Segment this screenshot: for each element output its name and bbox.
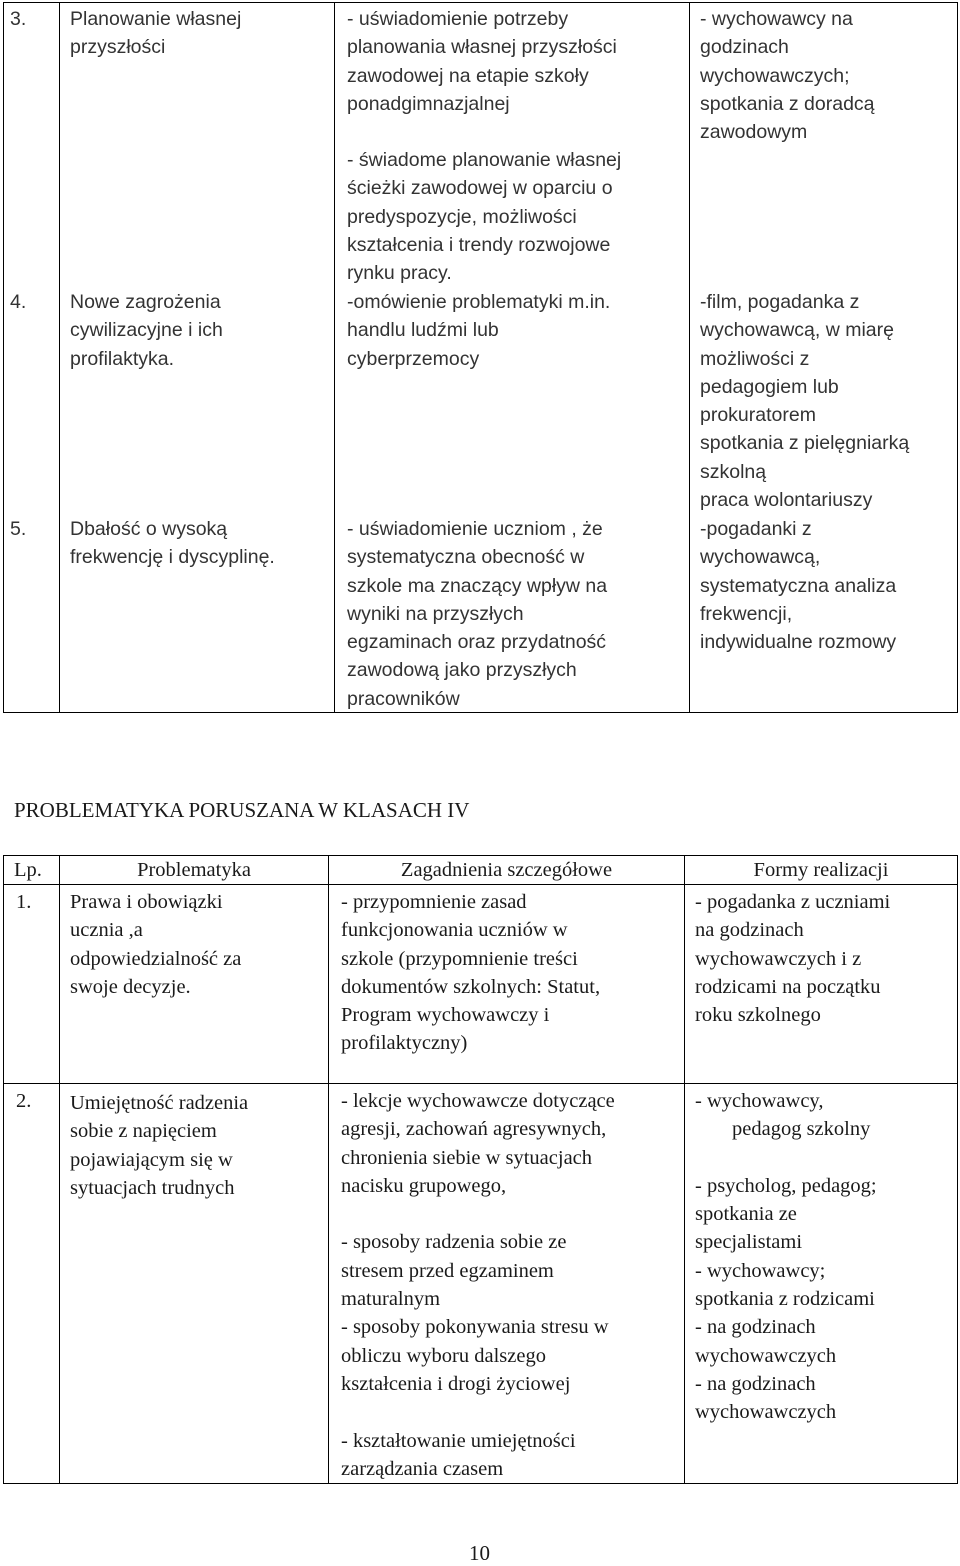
text-line: - psycholog, pedagog; <box>695 1174 877 1197</box>
text-line: wychowawczych <box>695 1401 837 1424</box>
text-line: - wychowawcy, <box>695 1090 824 1112</box>
text-line: spotkania z pielęgniarką <box>700 432 910 455</box>
text-line: szkole ma znaczący wpływ na <box>347 574 608 597</box>
text-line: dokumentów szkolnych: Statut, <box>341 975 601 998</box>
text-line: handlu ludźmi lub <box>347 319 499 342</box>
text-line: - sposoby radzenia sobie ze <box>341 1231 567 1254</box>
text-line: - uświadomienie uczniom , że <box>347 518 603 540</box>
text-line: chronienia siebie w sytuacjach <box>341 1146 593 1169</box>
text-line: - wychowawcy na <box>700 8 853 30</box>
text-line: pedagogiem lub <box>700 375 839 398</box>
text-line: pracowników <box>347 687 460 710</box>
table-row <box>4 885 958 1084</box>
text-line: indywidualne rozmowy <box>700 631 897 654</box>
forms-cell <box>685 1084 958 1484</box>
text-line: godzinach <box>700 36 789 59</box>
text-line: planowania własnej przyszłości <box>347 36 617 59</box>
details-text <box>347 5 617 118</box>
text-line: Prawa i obowiązki <box>70 891 223 913</box>
problem-cell <box>60 1084 329 1484</box>
text-line: - przypomnienie zasad <box>341 891 527 913</box>
table-row <box>4 1084 958 1484</box>
text-line: wychowawcą, <box>700 546 821 569</box>
text-line: maturalnym <box>341 1288 441 1311</box>
text-line: na godzinach <box>695 919 804 942</box>
details-text <box>341 888 600 1058</box>
row-number: 1. <box>16 891 32 913</box>
forms-text <box>700 515 896 656</box>
text-line: cywilizacyjne i ich <box>70 319 223 342</box>
forms-cell <box>685 885 958 1084</box>
text-line: spotkania ze <box>695 1203 797 1226</box>
text-line: zawodowym <box>700 121 808 144</box>
text-line: - lekcje wychowawcze dotyczące <box>341 1090 615 1112</box>
text-line: - świadome planowanie własnej <box>347 149 622 171</box>
text-line: wychowawcą, w miarę <box>700 319 894 342</box>
text-line: zawodowej na etapie szkoły <box>347 64 589 87</box>
section-heading: PROBLEMATYKA PORUSZANA W KLASACH IV <box>14 798 470 822</box>
text-line: frekwencję i dyscyplinę. <box>70 546 275 569</box>
text-line: prokuratorem <box>700 404 816 427</box>
text-line: specjalistami <box>695 1231 803 1254</box>
details-text <box>347 515 607 713</box>
lp-cell <box>4 3 60 713</box>
text-line: obliczu wyboru dalszego <box>341 1344 546 1367</box>
text-line: profilaktyczny) <box>341 1032 468 1055</box>
text-line: Planowanie własnej <box>70 8 242 30</box>
text-line: ucznia ,a <box>70 919 143 942</box>
text-line: cyberprzemocy <box>347 347 480 370</box>
text-line: agresji, zachowań agresywnych, <box>341 1118 607 1141</box>
text-line: wychowawczych; <box>700 64 850 87</box>
problem-cell <box>60 3 335 713</box>
header-details: Zagadnienia szczegółowe <box>329 856 685 885</box>
text-line: wyniki na przyszłych <box>347 602 524 625</box>
text-line: szkole (przypomnienie treści <box>341 947 578 970</box>
page-number: 10 <box>469 1541 490 1565</box>
details-cell <box>329 1084 685 1484</box>
problem-cell <box>60 885 329 1084</box>
text-line: - na godzinach <box>695 1316 816 1339</box>
forms-cell <box>690 3 958 713</box>
text-line: praca wolontariuszy <box>700 489 873 512</box>
problem-text <box>70 288 223 373</box>
text-line: rynku pracy. <box>347 262 452 285</box>
text-line: systematyczna obecność w <box>347 546 585 569</box>
text-line: sobie z napięciem <box>70 1120 217 1143</box>
text-line: -film, pogadanka z <box>700 291 860 313</box>
details-text <box>347 288 610 373</box>
text-line: spotkania z rodzicami <box>695 1288 875 1311</box>
text-line: predyspozycje, możliwości <box>347 205 577 228</box>
text-line: pojawiającym się w <box>70 1148 233 1171</box>
text-line: zawodową jako przyszłych <box>347 659 577 682</box>
text-line: wychowawczych i z <box>695 947 862 970</box>
top-table <box>3 2 958 713</box>
text-line: Dbałość o wysoką <box>70 518 228 540</box>
details-cell <box>335 3 690 713</box>
text-line: możliwości z <box>700 347 810 370</box>
problem-text <box>70 888 241 1001</box>
details-text <box>341 1087 615 1483</box>
text-line: -pogadanki z <box>700 518 812 540</box>
text-line: pedagog szkolny <box>732 1118 871 1141</box>
text-line: rodzicami na początku <box>695 975 881 998</box>
text-line: - sposoby pokonywania stresu w <box>341 1316 609 1339</box>
text-line: Nowe zagrożenia <box>70 291 221 313</box>
text-line: ścieżki zawodowej w oparciu o <box>347 177 613 200</box>
text-line: kształcenia i trendy rozwojowe <box>347 233 611 256</box>
text-line: przyszłości <box>70 36 166 59</box>
row-number: 4. <box>10 291 27 313</box>
text-line: profilaktyka. <box>70 347 175 370</box>
text-line: kształcenia i drogi życiowej <box>341 1372 571 1395</box>
text-line: ponadgimnazjalnej <box>347 92 510 115</box>
header-row <box>4 856 958 885</box>
details-cell <box>329 885 685 1084</box>
text-line: szkolną <box>700 460 767 483</box>
forms-text <box>700 288 909 514</box>
text-line: odpowiedzialność za <box>70 947 242 970</box>
problem-text <box>70 1089 248 1202</box>
row-number: 2. <box>16 1090 32 1112</box>
row-number: 3. <box>10 8 27 30</box>
text-line: - pogadanka z uczniami <box>695 891 891 913</box>
problem-text <box>70 515 275 572</box>
text-line: wychowawczych <box>695 1344 837 1367</box>
text-line: - wychowawcy; <box>695 1259 826 1282</box>
row-number: 5. <box>10 518 27 540</box>
text-line: funkcjonowania uczniów w <box>341 919 568 942</box>
spacer <box>695 1144 877 1172</box>
text-line: spotkania z doradcą <box>700 92 875 115</box>
text-line: sytuacjach trudnych <box>70 1176 235 1199</box>
text-line: swoje decyzje. <box>70 975 191 998</box>
text-line: Program wychowawczy i <box>341 1004 550 1027</box>
text-line: - kształtowanie umiejętności <box>341 1429 576 1452</box>
text-line: egzaminach oraz przydatność <box>347 631 607 654</box>
text-line: -omówienie problematyki m.in. <box>347 291 611 313</box>
text-line: - na godzinach <box>695 1372 816 1395</box>
forms-text <box>700 5 875 146</box>
text-line: stresem przed egzaminem <box>341 1259 554 1282</box>
header-forms: Formy realizacji <box>685 856 958 885</box>
text-line: nacisku grupowego, <box>341 1174 507 1197</box>
text-line: systematyczna analiza <box>700 574 897 597</box>
lp-cell <box>4 885 60 1084</box>
text-line: Umiejętność radzenia <box>70 1092 249 1114</box>
text-line: roku szkolnego <box>695 1004 821 1027</box>
lp-cell <box>4 1084 60 1484</box>
spacer <box>341 1398 615 1426</box>
table-row <box>4 3 958 713</box>
text-line: - uświadomienie potrzeby <box>347 8 569 30</box>
class-iv-table <box>3 855 958 1484</box>
header-lp: Lp. <box>4 856 60 885</box>
problem-text <box>70 5 241 62</box>
text-line: zarządzania czasem <box>341 1457 504 1480</box>
spacer <box>341 1200 615 1228</box>
header-problem: Problematyka <box>60 856 329 885</box>
text-line: frekwencji, <box>700 602 793 625</box>
details-text <box>347 146 621 287</box>
forms-text <box>695 1087 877 1427</box>
forms-text <box>695 888 890 1029</box>
